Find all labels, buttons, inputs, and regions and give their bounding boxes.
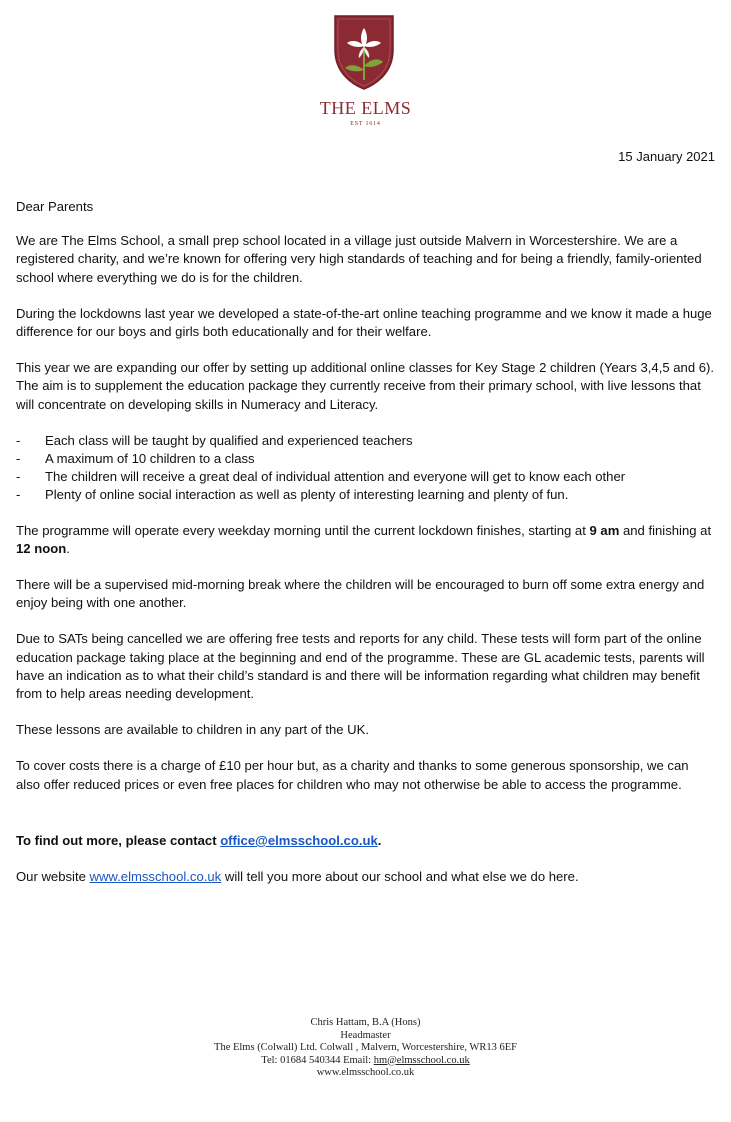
signatory-name: Chris Hattam, B.A (Hons) — [310, 1017, 421, 1028]
list-item: - Plenty of online social interaction as well as plenty of interesting learning and plenty of fun. — [16, 486, 716, 504]
school-name: THE ELMS — [319, 98, 412, 118]
list-item: - Each class will be taught by qualified and experienced teachers — [16, 432, 716, 450]
paragraph-availability: These lessons are available to children in any part of the UK. — [16, 722, 370, 738]
paragraph-offer: This year we are expanding our offer by setting up additional online classes for Key Stage 2 children (Years 3,4,5 and 6). The aim is to supplement the education package they currently receive from their primary school, with live lessons that will concentrate on developing skills in Numeracy and Literacy. — [16, 360, 715, 412]
footer-email-link[interactable]: hm@elmsschool.co.uk — [373, 1054, 470, 1066]
website-prefix: Our website — [16, 869, 90, 885]
paragraph-schedule — [16, 522, 716, 558]
website-line — [16, 868, 716, 886]
schedule-text-start: The programme will operate every weekday morning until the current lockdown finishes, starting at — [16, 522, 590, 538]
paragraph-tests: Due to SATs being cancelled we are offering free tests and reports for any child. These tests will form part of the online education package taking place at the beginning and end of the programme. These are GL academic tests, parents will have an indication as to what their child’s standard is and there will be information regarding what children may benefit from to help areas needing development. — [16, 631, 705, 702]
paragraph-intro: We are The Elms School, a small prep school located in a village just outside Malvern in Worcestershire. We are a registered charity, and we’re known for offering very high standards of teaching and for being a friendly, family-oriented school where everything we do is for the children. — [16, 233, 702, 285]
paragraph-costs: To cover costs there is a charge of £10 per hour but, as a charity and thanks to some generous sponsorship, we can also offer reduced prices or even free places for children who may not otherwise be able to access the programme. — [16, 758, 689, 792]
footer-tel: Tel: 01684 540344 Email: — [261, 1054, 374, 1066]
footer-website[interactable]: www.elmsschool.co.uk — [316, 1067, 415, 1078]
contact-prefix: To find out more, please contact — [16, 832, 221, 848]
footer-contact — [0, 1055, 731, 1068]
signatory-title: Headmaster — [340, 1029, 391, 1041]
website-link[interactable]: www.elmsschool.co.uk — [89, 869, 222, 885]
start-time: 9 am — [589, 522, 620, 538]
paragraph-break: There will be a supervised mid-morning break where the children will be encouraged to burn off some extra energy and enjoy being with one another. — [16, 577, 705, 611]
schedule-text-middle: and finishing at — [619, 522, 712, 538]
feature-list — [16, 432, 716, 505]
established-year: EST 1614 — [350, 121, 381, 127]
website-suffix: will tell you more about our school and what else we do here. — [221, 869, 579, 885]
list-item: - The children will receive a great deal of individual attention and everyone will get to know each other — [16, 468, 716, 486]
paragraph-lockdown: During the lockdowns last year we developed a state-of-the-art online teaching programme and we know it made a huge difference for our boys and girls both educationally and for their welfare. — [16, 305, 712, 340]
contact-line — [16, 832, 716, 850]
footer-address: The Elms (Colwall) Ltd. Colwall , Malvern, Worcestershire, WR13 6EF — [214, 1042, 517, 1053]
end-time: 12 noon — [16, 540, 67, 556]
contact-email-link[interactable]: office@elmsschool.co.uk — [220, 832, 378, 848]
letter-footer — [0, 1017, 731, 1080]
contact-suffix: . — [377, 832, 382, 848]
school-crest-logo — [333, 14, 395, 90]
list-item: - A maximum of 10 children to a class — [16, 450, 716, 468]
salutation: Dear Parents — [16, 199, 94, 214]
letter-body — [16, 198, 716, 904]
letter-date: 15 January 2021 — [618, 149, 715, 164]
schedule-text-end: . — [66, 540, 70, 556]
